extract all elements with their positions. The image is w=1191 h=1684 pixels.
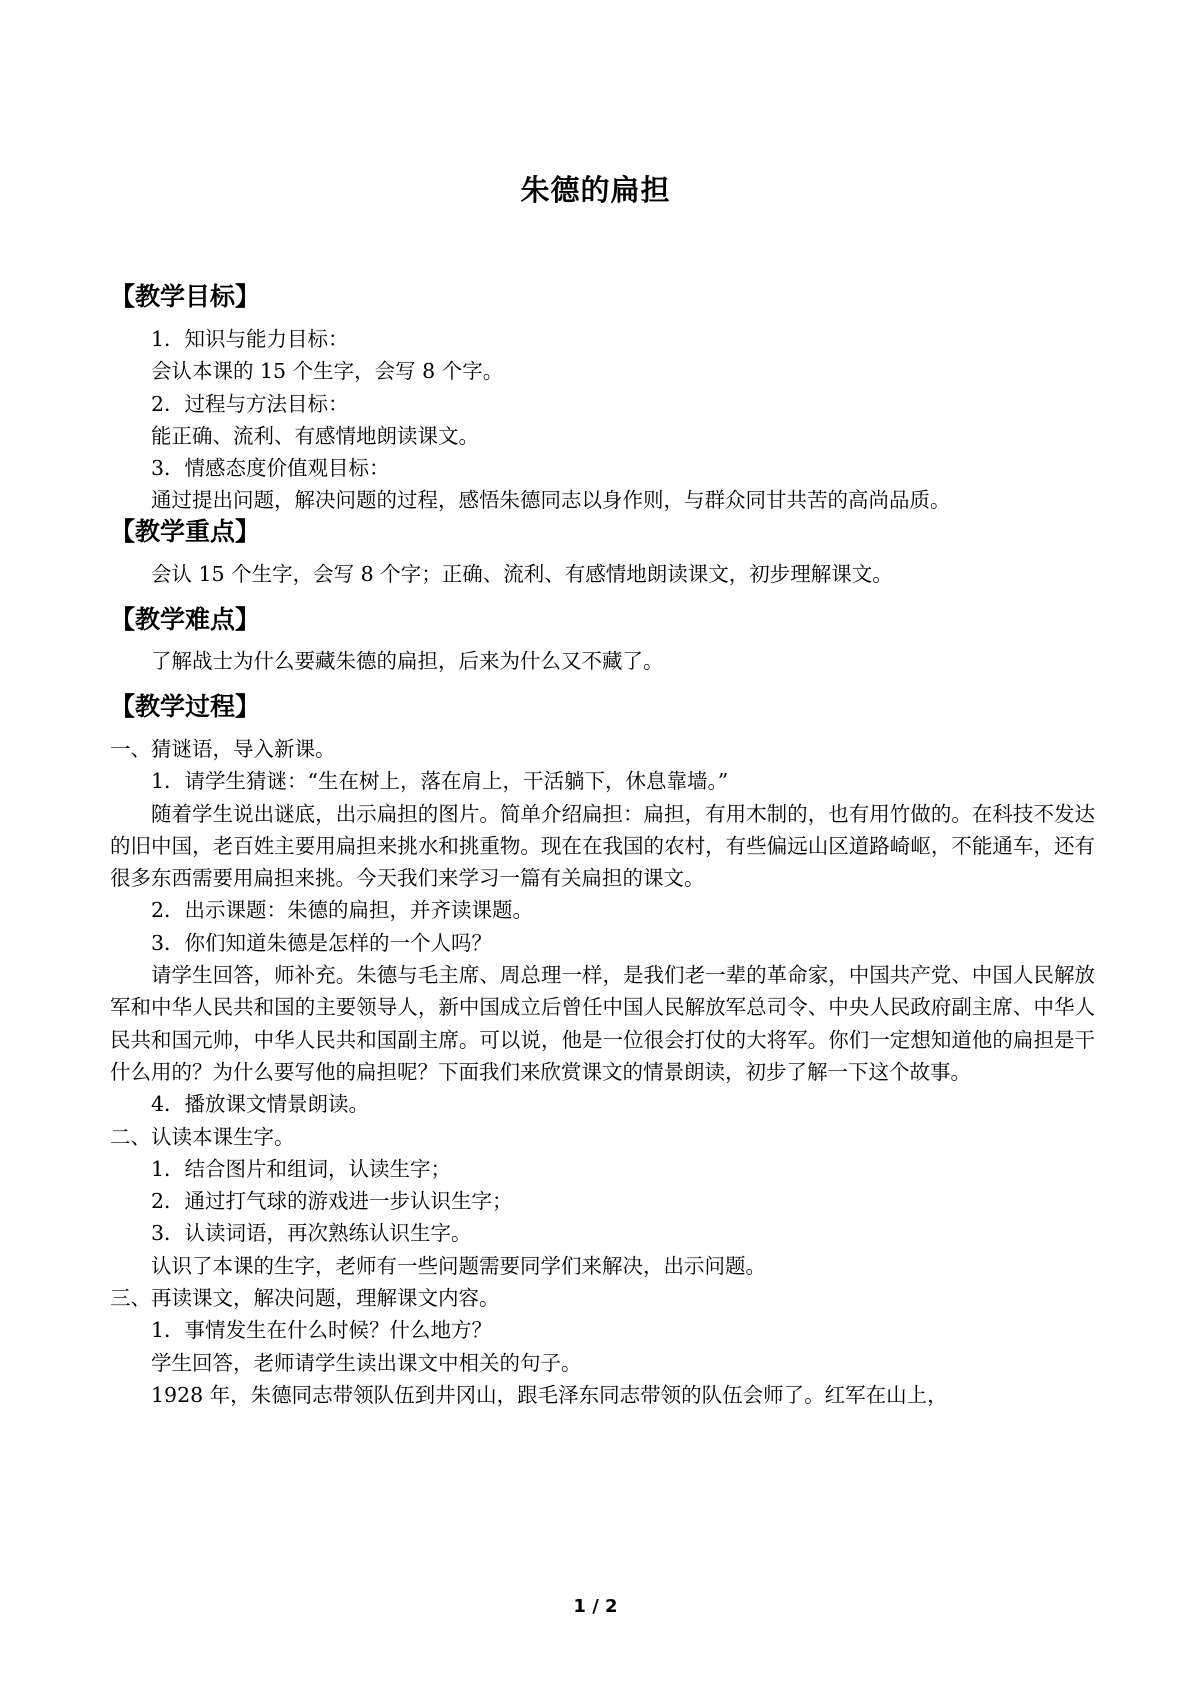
process-paragraph: 1．事情发生在什么时候？什么地方？ <box>151 1318 493 1343</box>
document-title: 朱德的扁担 <box>520 173 671 207</box>
objectives-content <box>110 323 1095 517</box>
process-paragraph: 1928 年，朱德同志带领队伍到井冈山，跟毛泽东同志带领的队伍会师了。红军在山上， <box>151 1382 948 1407</box>
process-paragraph: 随着学生说出谜底，出示扁担的图片。简单介绍扁担：扁担，有用木制的，也有用竹做的。在科技不发达的旧中国，老百姓主要用扁担来挑水和挑重物。现在在我国的农村，有些偏远山区道路崎岖，不能通车，还有很多东西需要用扁担来挑。今天我们来学习一篇有关扁担的课文。 <box>110 801 1095 891</box>
section-heading-process: 【教学过程】 <box>110 692 261 721</box>
objective-line: 会认本课的 15 个生字，会写 8 个字。 <box>151 359 504 384</box>
process-paragraph: 学生回答，老师请学生读出课文中相关的句子。 <box>151 1350 582 1375</box>
section-heading-key-points: 【教学重点】 <box>110 517 261 546</box>
objective-line: 能正确、流利、有感情地朗读课文。 <box>151 423 479 448</box>
objective-line: 2．过程与方法目标： <box>151 391 349 416</box>
process-paragraph: 2．出示课题：朱德的扁担，并齐读课题。 <box>151 898 534 923</box>
process-paragraph: 3．你们知道朱德是怎样的一个人吗？ <box>151 930 493 955</box>
page-number: 1 / 2 <box>573 1596 618 1617</box>
objective-line: 1．知识与能力目标： <box>151 327 349 351</box>
process-paragraph: 认识了本课的生字，老师有一些问题需要同学们来解决，出示问题。 <box>151 1253 766 1278</box>
process-paragraph: 2．通过打气球的游戏进一步认识生字； <box>151 1189 513 1214</box>
key-point-line: 会认 15 个生字，会写 8 个字；正确、流利、有感情地朗读课文，初步理解课文。 <box>151 562 893 586</box>
difficulties-content <box>110 645 1095 677</box>
process-content <box>110 733 1095 1411</box>
process-step-heading: 一、猜谜语，导入新课。 <box>110 737 336 761</box>
key-points-content <box>110 558 1095 590</box>
process-paragraph: 4．播放课文情景朗读。 <box>151 1092 370 1117</box>
process-paragraph: 请学生回答，师补充。朱德与毛主席、周总理一样，是我们老一辈的革命家，中国共产党、中国人民解放军和中华人民共和国的主要领导人，新中国成立后曾任中国人民解放军总司令、中央人民政府副主席、中华人民共和国元帅，中华人民共和国副主席。可以说，他是一位很会打仗的大将军。你们一定想知道他的扁担是干什么用的？为什么要写他的扁担呢？下面我们来欣赏课文的情景朗读，初步了解一下这个故事。 <box>110 963 1095 1084</box>
section-heading-difficulties: 【教学难点】 <box>110 605 261 634</box>
process-step-heading: 二、认读本课生字。 <box>110 1124 295 1149</box>
process-step-heading: 三、再读课文，解决问题，理解课文内容。 <box>110 1286 500 1311</box>
objective-line: 3．情感态度价值观目标： <box>151 456 390 481</box>
process-paragraph: 1．请学生猜谜：“生在树上，落在肩上，干活躺下，休息靠墙。” <box>151 769 729 794</box>
process-paragraph: 3．认读词语，再次熟练认识生字。 <box>151 1221 472 1246</box>
section-heading-objectives: 【教学目标】 <box>110 282 261 311</box>
objective-line: 通过提出问题，解决问题的过程，感悟朱德同志以身作则，与群众同甘共苦的高尚品质。 <box>151 488 951 513</box>
difficulty-line: 了解战士为什么要藏朱德的扁担，后来为什么又不藏了。 <box>151 649 664 673</box>
process-paragraph: 1．结合图片和组词，认读生字； <box>151 1156 452 1181</box>
